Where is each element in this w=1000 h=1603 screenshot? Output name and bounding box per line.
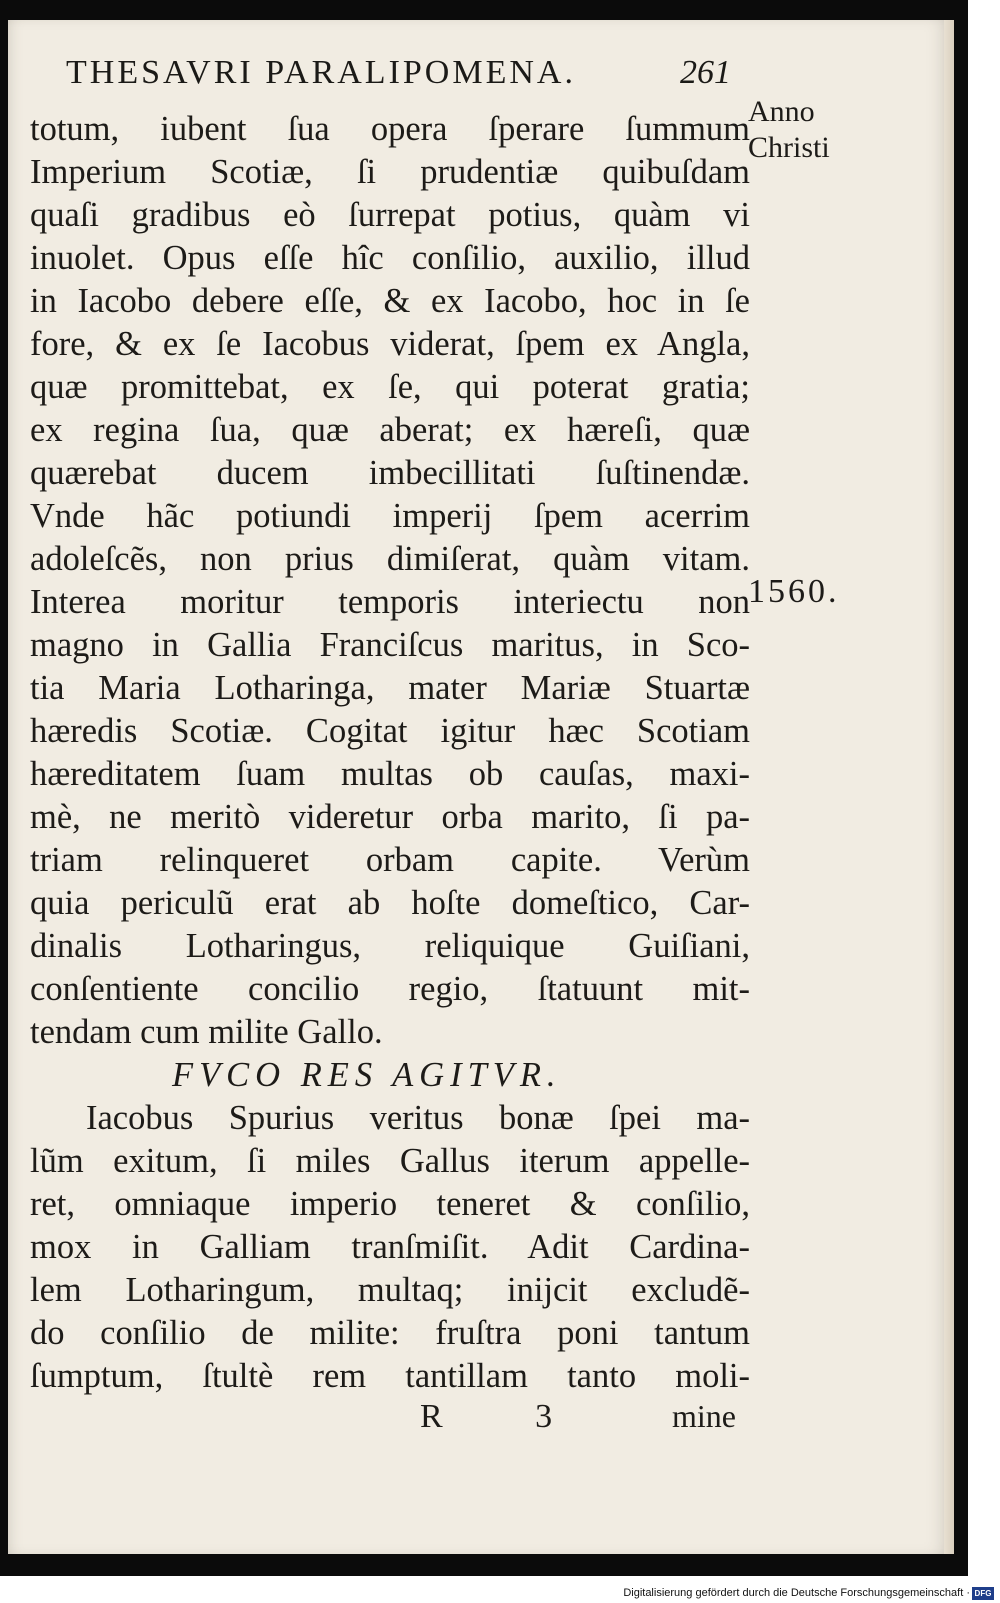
text-line: quæ promittebat, ex ſe, qui poterat gratia;: [30, 368, 750, 406]
text-line: dinalis Lotharingus, reliquique Guiſiani,: [30, 927, 750, 965]
margin-note-anno: Anno: [748, 95, 815, 128]
text-line: Interea moritur temporis interiectu non: [30, 583, 750, 621]
margin-note-christi: Christi: [748, 131, 830, 164]
book-page: [8, 20, 954, 1554]
text-line: hæredis Scotiæ. Cogitat igitur hæc Scotiam: [30, 712, 750, 750]
text-line: ret, omniaque imperio teneret & conſilio,: [30, 1185, 750, 1223]
text-line: tendam cum milite Gallo.: [30, 1013, 383, 1051]
running-title: THESAVRI PARALIPOMENA.: [66, 54, 576, 91]
text-line: mox in Galliam tranſmiſit. Adit Cardina-: [30, 1228, 750, 1266]
text-line: conſentiente concilio regio, ſtatuunt mit-: [30, 970, 750, 1008]
page-edge: [944, 20, 954, 1554]
text-line: mè, ne meritò videretur orba marito, ſi pa-: [30, 798, 750, 836]
margin-note-year: 1560.: [748, 573, 840, 610]
text-line: quia periculũ erat ab hoſte domeſtico, Car-: [30, 884, 750, 922]
text-line: triam relinqueret orbam capite. Verùm: [30, 841, 750, 879]
text-line: tia Maria Lotharinga, mater Mariæ Stuartæ: [30, 669, 750, 707]
catchword: mine: [672, 1398, 736, 1434]
text-line: adoleſcẽs, non prius dimiſerat, quàm vitam.: [30, 540, 750, 578]
running-header: [66, 54, 766, 92]
text-line: do conſilio de milite: fruſtra poni tantum: [30, 1314, 750, 1352]
text-line: lem Lotharingum, multaq; inijcit excludẽ-: [30, 1271, 750, 1309]
digitization-credit: Digitalisierung gefördert durch die Deutsche Forschungsgemeinschaft ·: [623, 1587, 970, 1599]
section-heading: FVCO RES AGITVR.: [172, 1056, 562, 1094]
main-text-block: [30, 108, 750, 1398]
text-line: Vnde hãc potiundi imperij ſpem acerrim: [30, 497, 750, 535]
text-line: Imperium Scotiæ, ſi prudentiæ quibuſdam: [30, 153, 750, 191]
text-line: fore, & ex ſe Iacobus viderat, ſpem ex Angla,: [30, 325, 750, 363]
text-line: ex regina ſua, quæ aberat; ex hæreſi, quæ: [30, 411, 750, 449]
text-line: inuolet. Opus eſſe hîc conſilio, auxilio, illud: [30, 239, 750, 277]
signature-mark: R 3: [420, 1398, 595, 1435]
text-line: lũm exitum, ſi miles Gallus iterum appelle-: [30, 1142, 750, 1180]
text-line: in Iacobo debere eſſe, & ex Iacobo, hoc in ſe: [30, 282, 750, 320]
text-line: Iacobus Spurius veritus bonæ ſpei ma-: [86, 1099, 750, 1137]
text-line: quaſi gradibus eò ſurrepat potius, quàm vi: [30, 196, 750, 234]
text-line: quærebat ducem imbecillitati ſuſtinendæ.: [30, 454, 750, 492]
text-line: totum, iubent ſua opera ſperare ſummum: [30, 110, 750, 148]
text-line: ſumptum, ſtultè rem tantillam tanto moli-: [30, 1357, 750, 1395]
page-number: 261: [680, 54, 731, 91]
text-line: magno in Gallia Franciſcus maritus, in Sco-: [30, 626, 750, 664]
dfg-logo: DFG: [972, 1587, 994, 1600]
text-line: hæreditatem ſuam multas ob cauſas, maxi-: [30, 755, 750, 793]
